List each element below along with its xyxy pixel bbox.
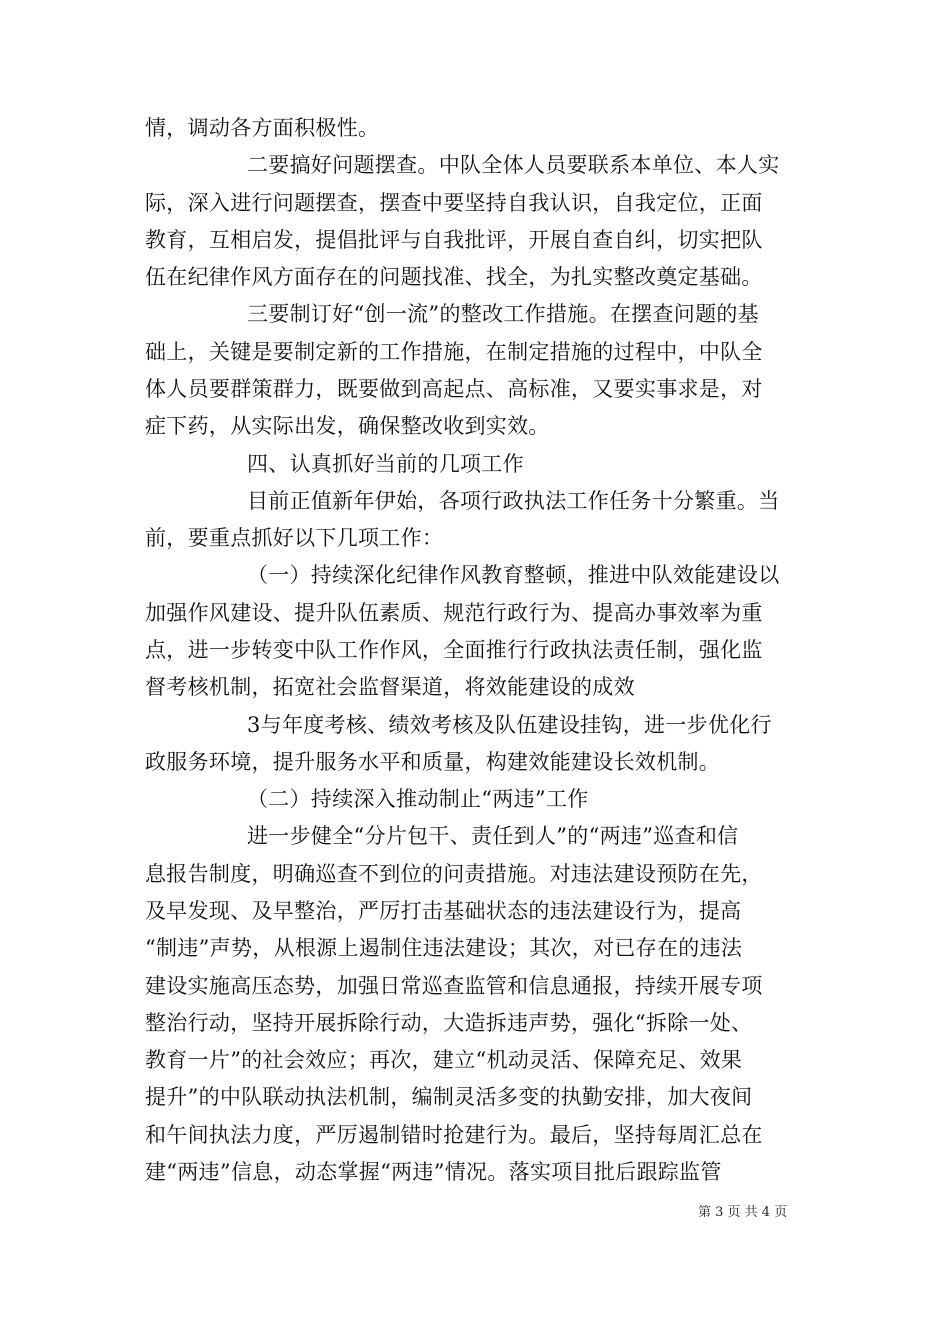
text-line: 进一步健全“分片包干、责任到人”的“两违”巡查和信 <box>247 824 739 848</box>
text-line: 建设实施高压态势，加强日常巡查监管和信息通报，持续开展专项 <box>145 974 763 998</box>
text-line: 前，要重点抓好以下几项工作： <box>145 526 444 550</box>
text-line: 加强作风建设、提升队伍素质、规范行政行为、提高办事效率为重 <box>145 601 763 625</box>
text-line: 症下药，从实际出发，确保整改收到实效。 <box>145 414 550 438</box>
section-heading: 四、认真抓好当前的几项工作 <box>247 452 524 476</box>
text-line: 息报告制度，明确巡查不到位的问责措施。对违法建设预防在先， <box>145 862 763 886</box>
text-line: 3与年度考核、绩效考核及队伍建设挂钩，进一步优化行 <box>247 713 772 737</box>
text-line: 建“两违”信息，动态掌握“两违”情况。落实项目批后跟踪监管 <box>145 1160 722 1184</box>
text-line: 目前正值新年伊始，各项行政执法工作任务十分繁重。当 <box>247 489 780 513</box>
text-line: 二要搞好问题摆查。中队全体人员要联系本单位、本人实 <box>247 153 780 177</box>
text-line: 伍在纪律作风方面存在的问题找准、找全，为扎实整改奠定基础。 <box>145 265 763 289</box>
text-line: 点，进一步转变中队工作作风，全面推行行政执法责任制，强化监 <box>145 638 763 662</box>
subsection-heading: （一）持续深化纪律作风教育整顿，推进中队效能建设以 <box>247 563 780 587</box>
text-line: 体人员要群策群力，既要做到高起点、高标准，又要实事求是，对 <box>145 377 763 401</box>
text-line: 础上，关键是要制定新的工作措施，在制定措施的过程中，中队全 <box>145 340 763 364</box>
text-line: 督考核机制，拓宽社会监督渠道，将效能建设的成效 <box>145 675 635 699</box>
text-line: 政服务环境，提升服务水平和质量，构建效能建设长效机制。 <box>145 750 721 774</box>
text-line: 教育，互相启发，提倡批评与自我批评，开展自查自纠，切实把队 <box>145 228 763 252</box>
text-line: 际，深入进行问题摆查，摆查中要坚持自我认识，自我定位，正面 <box>145 191 763 215</box>
text-line: 提升”的中队联动执法机制，编制灵活多变的执勤安排，加大夜间 <box>145 1085 753 1109</box>
text-line: 三要制订好“创一流”的整改工作措施。在摆查问题的基 <box>247 302 759 326</box>
text-line: 及早发现、及早整治，严厉打击基础状态的违法建设行为，提高 <box>145 899 742 923</box>
text-line: “制违”声势，从根源上遏制住违法建设；其次，对已存在的违法 <box>145 936 743 960</box>
page-number: 第 3 页 共 4 页 <box>698 1205 788 1220</box>
text-line: 情，调动各方面积极性。 <box>145 116 380 140</box>
text-line: 和午间执法力度，严厉遏制错时抢建行为。最后，坚持每周汇总在 <box>145 1123 763 1147</box>
subsection-heading: （二）持续深入推动制止“两违”工作 <box>247 787 589 811</box>
text-line: 整治行动，坚持开展拆除行动，大造拆违声势，强化“拆除一处、 <box>145 1011 753 1035</box>
text-line: 教育一片”的社会效应；再次，建立“机动灵活、保障充足、效果 <box>145 1048 743 1072</box>
